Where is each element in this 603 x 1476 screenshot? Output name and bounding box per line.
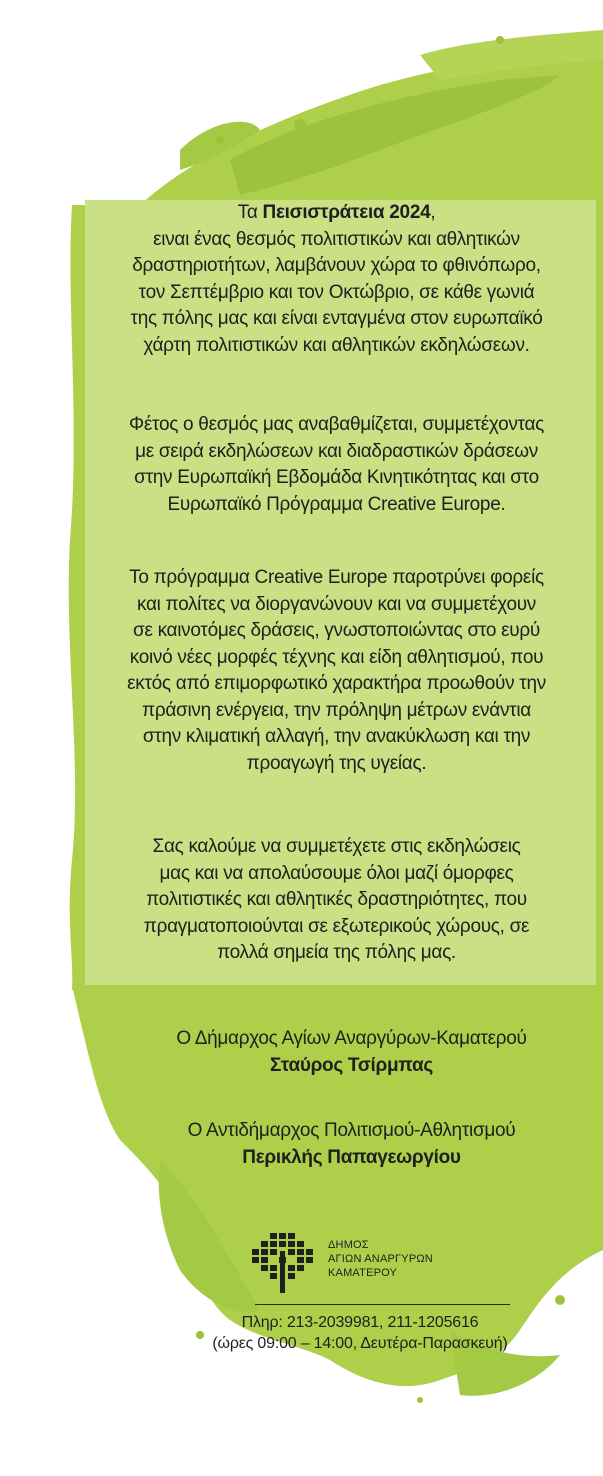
paragraph-line: προαγωγή της υγείας.: [246, 752, 427, 774]
paragraph-line: Σας καλούμε να συμμετέχετε στις εκδηλώσεις: [152, 836, 521, 857]
intro-paragraph: [70, 200, 603, 359]
paragraph-line: μας και να απολαύσουμε όλοι μαζί όμορφες: [159, 862, 514, 884]
paragraph-line: πραγματοποιούνται σε εξωτερικούς χώρους, σε: [143, 915, 530, 937]
paragraph-upgrade: [70, 412, 603, 518]
paragraph-line: Ευρωπαϊκό Πρόγραμμα Creative Europe.: [167, 493, 506, 515]
paragraph-line: πολλά σημεία της πόλης μας.: [217, 942, 456, 963]
paragraph-line: με σειρά εκδηλώσεων και διαδραστικών δράσεων: [135, 440, 538, 462]
paragraph-line: σε καινοτόμες δράσεις, γνωστοποιώντας στο ευρύ: [133, 620, 540, 641]
paragraph-creative-europe: [70, 565, 603, 777]
paragraph-line: και πολίτες να διοργανώνουν και να συμμετέχουν: [136, 593, 536, 615]
mayor-name: Σταύρος Τσίρμπας: [270, 1055, 433, 1076]
festival-name: Πεισιστράτεια 2024: [262, 202, 431, 223]
intro-first-line: [70, 200, 603, 227]
paragraph-line: Το πρόγραμμα Creative Europe παροτρύνει φορείς: [129, 567, 544, 588]
deputy-mayor-name: Περικλής Παπαγεωργίου: [242, 1147, 461, 1168]
municipality-line: ΔΗΜΟΣ: [328, 1239, 369, 1251]
paragraph-line: στην Ευρωπαϊκή Εβδομάδα Κινητικότητας και στο: [134, 467, 539, 488]
paragraph-line: στην κλιματική αλλαγή, την ανακύκλωση και την: [142, 726, 531, 747]
paragraph-line: εκτός από επιμορφωτικό χαρακτήρα προωθούν την: [127, 673, 546, 694]
festival-name-comma: ,: [430, 202, 436, 223]
municipality-name: [328, 1238, 433, 1280]
paragraph-line: πράσινη ενέργεια, την πρόληψη μέτρων ενάντια: [142, 699, 531, 721]
tree-icon: [250, 1233, 316, 1293]
paragraph-invitation: [70, 834, 603, 967]
municipality-line: ΑΓΙΩΝ ΑΝΑΡΓΥΡΩΝ: [328, 1253, 433, 1265]
mayor-signature: [100, 1025, 603, 1079]
mayor-title: Ο Δήμαρχος Αγίων Αναργύρων-Καματερού: [176, 1028, 527, 1049]
paragraph-line: πολιτιστικές και αθλητικές δραστηριότητες, που: [146, 889, 527, 910]
deputy-mayor-title: Ο Αντιδήμαρχος Πολιτισμού-Αθλητισμού: [187, 1120, 516, 1141]
intro-line: της πόλης μας και είναι ενταγμένα στον ευρωπαϊκό: [130, 308, 543, 329]
intro-line: δραστηριοτήτων, λαμβάνουν χώρα το φθινόπωρο,: [132, 255, 541, 276]
intro-line: ειναι ένας θεσμός πολιτιστικών και αθλητικών: [153, 228, 520, 250]
contact-hours: (ώρες 09:00 – 14:00, Δευτέρα-Παρασκευή): [212, 1335, 508, 1352]
contact-phones: Πληρ: 213-2039981, 211-1205616: [241, 1314, 479, 1331]
deputy-mayor-signature: [100, 1117, 603, 1171]
intro-lead: Τα: [237, 202, 258, 223]
paragraph-line: Φέτος ο θεσμός μας αναβαθμίζεται, συμμετέχοντας: [128, 414, 545, 435]
paragraph-line: κοινό νέες μορφές τέχνης και είδη αθλητισμού, που: [129, 646, 544, 668]
divider: [255, 1304, 510, 1305]
intro-line: τον Σεπτέμβριο και τον Οκτώβριο, σε κάθε γωνιά: [138, 281, 535, 303]
municipality-line: ΚΑΜΑΤΕΡΟΥ: [328, 1267, 398, 1279]
intro-line: χάρτη πολιτιστικών και αθλητικών εκδηλώσεων.: [143, 334, 530, 356]
contact-info: [150, 1312, 570, 1354]
